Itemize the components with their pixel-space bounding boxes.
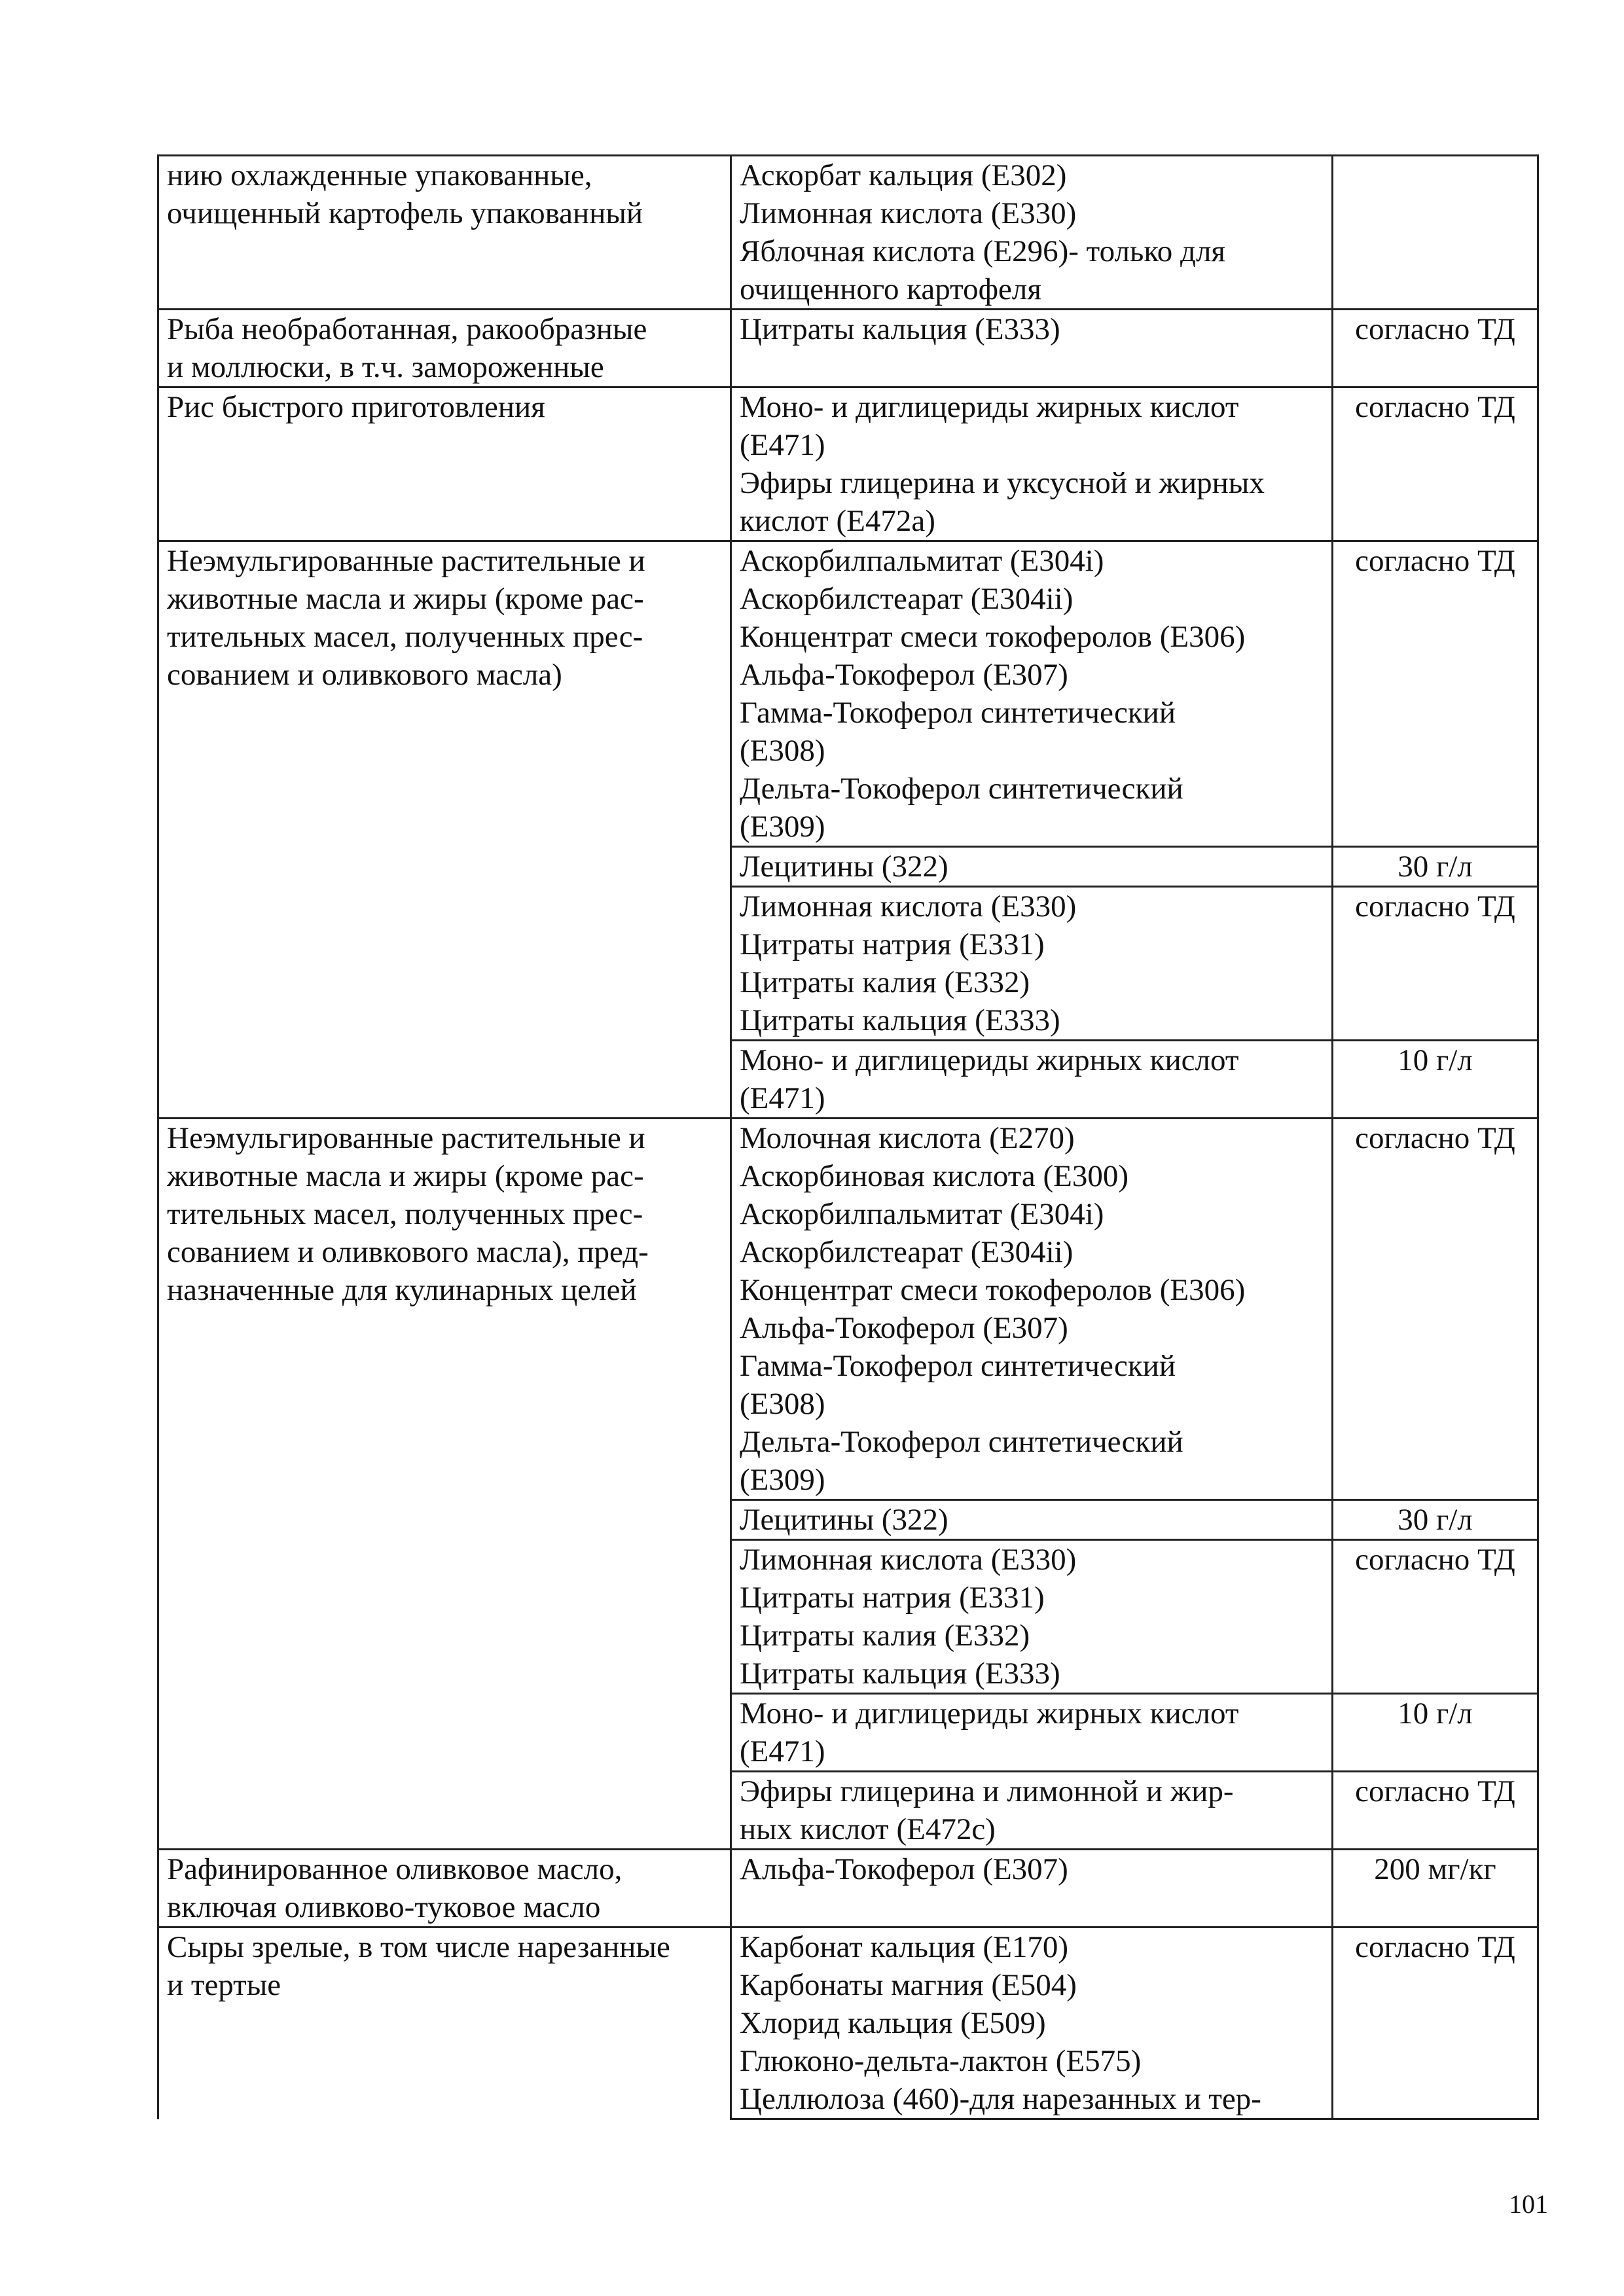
additive-line: (E471)	[740, 1081, 825, 1115]
additive-line: Гамма-Токоферол синтетический	[740, 696, 1176, 730]
additive-line: Яблочная кислота (E296)- только для	[740, 234, 1226, 268]
limit-value: согласно ТД	[1355, 1774, 1515, 1808]
product-line: и моллюски, в т.ч. замороженные	[167, 350, 604, 384]
limit-value: 200 мг/кг	[1374, 1852, 1496, 1886]
limit-cell	[1333, 1119, 1538, 1500]
product-line: назначенные для кулинарных целей	[167, 1273, 637, 1307]
product-cell	[158, 541, 731, 1119]
limit-value: согласно ТД	[1355, 1543, 1515, 1577]
limit-value: 10 г/л	[1398, 1043, 1473, 1077]
limit-value: 30 г/л	[1398, 1503, 1473, 1537]
additive-line: Карбонаты магния (E504)	[740, 1968, 1077, 2002]
additive-line: Аскорбилстеарат (E304ii)	[740, 1235, 1074, 1269]
additive-cell	[731, 1928, 1333, 2119]
product-line: сованием и оливкового масла)	[167, 658, 562, 692]
additive-line: (E309)	[740, 1463, 825, 1497]
product-line: и тертые	[167, 1968, 281, 2002]
product-cell	[158, 310, 731, 387]
product-cell	[158, 156, 731, 310]
additive-line: Цитраты кальция (E333)	[740, 1657, 1060, 1691]
limit-value: согласно ТД	[1355, 889, 1515, 924]
product-line: Рафинированное оливковое масло,	[167, 1852, 623, 1886]
limit-value: согласно ТД	[1355, 544, 1515, 578]
additive-line: Аскорбилпальмитат (E304i)	[740, 544, 1104, 578]
additive-cell	[731, 1772, 1333, 1850]
table-row	[158, 1119, 1538, 1500]
additive-line: Хлорид кальция (E509)	[740, 2006, 1046, 2040]
additive-line: (E471)	[740, 1734, 825, 1768]
additive-line: (E308)	[740, 734, 825, 768]
additive-line: Альфа-Токоферол (E307)	[740, 658, 1068, 692]
additive-line: Аскорбат кальция (E302)	[740, 158, 1067, 192]
additive-cell	[731, 541, 1333, 847]
product-line: животные масла и жиры (кроме рас-	[167, 1159, 644, 1193]
additive-line: Альфа-Токоферол (E307)	[740, 1852, 1068, 1886]
additive-line: Молочная кислота (E270)	[740, 1121, 1075, 1155]
product-line: Неэмульгированные растительные и	[167, 544, 645, 578]
product-line: тительных масел, полученных прес-	[167, 620, 643, 654]
additive-line: Цитраты калия (E332)	[740, 1619, 1030, 1653]
page-number: 101	[1509, 2189, 1548, 2219]
additive-line: кислот (E472a)	[740, 504, 935, 538]
additive-line: (E309)	[740, 810, 825, 844]
limit-cell	[1333, 847, 1538, 887]
additive-line: Дельта-Токоферол синтетический	[740, 1425, 1183, 1459]
additive-cell	[731, 1119, 1333, 1500]
limit-cell	[1333, 1540, 1538, 1694]
additive-line: Моно- и диглицериды жирных кислот	[740, 1043, 1239, 1077]
limit-value: согласно ТД	[1355, 1121, 1515, 1155]
additive-line: Лецитины (322)	[740, 850, 948, 884]
additive-line: Цитраты кальция (E333)	[740, 312, 1060, 346]
additive-line: Концентрат смеси токоферолов (E306)	[740, 1273, 1246, 1307]
additive-cell	[731, 387, 1333, 541]
additive-line: ных кислот (E472c)	[740, 1812, 996, 1846]
limit-cell	[1333, 1850, 1538, 1928]
additive-line: Целлюлоза (460)-для нарезанных и тер-	[740, 2082, 1261, 2116]
additive-line: Цитраты кальция (E333)	[740, 1003, 1060, 1037]
product-line: Рыба необработанная, ракообразные	[167, 312, 647, 346]
limit-cell	[1333, 1928, 1538, 2119]
additive-cell	[731, 1694, 1333, 1772]
additive-line: Моно- и диглицериды жирных кислот	[740, 390, 1239, 424]
table-body	[158, 156, 1538, 2119]
additive-line: Цитраты калия (E332)	[740, 965, 1030, 999]
additive-line: Лимонная кислота (E330)	[740, 196, 1077, 230]
limit-cell	[1333, 310, 1538, 387]
additive-cell	[731, 1041, 1333, 1119]
product-cell	[158, 387, 731, 541]
additive-cell	[731, 156, 1333, 310]
table-row	[158, 156, 1538, 310]
product-cell	[158, 1850, 731, 1928]
additive-line: Лимонная кислота (E330)	[740, 889, 1077, 924]
limit-value: 30 г/л	[1398, 850, 1473, 884]
limit-cell	[1333, 541, 1538, 847]
limit-cell	[1333, 156, 1538, 310]
product-cell	[158, 1119, 731, 1850]
limit-value: согласно ТД	[1355, 390, 1515, 424]
additive-cell	[731, 310, 1333, 387]
limit-cell	[1333, 387, 1538, 541]
additive-line: Моно- и диглицериды жирных кислот	[740, 1696, 1239, 1731]
product-line: Неэмульгированные растительные и	[167, 1121, 645, 1155]
product-line: нию охлажденные упакованные,	[167, 158, 592, 192]
additive-cell	[731, 1850, 1333, 1928]
additive-line: Эфиры глицерина и лимонной и жир-	[740, 1774, 1234, 1808]
additive-line: Карбонат кальция (E170)	[740, 1930, 1069, 1964]
table-row	[158, 310, 1538, 387]
additive-line: Цитраты натрия (E331)	[740, 927, 1045, 961]
limit-value: согласно ТД	[1355, 1930, 1515, 1964]
additive-line: Гамма-Токоферол синтетический	[740, 1349, 1176, 1383]
limit-cell	[1333, 1041, 1538, 1119]
product-line: очищенный картофель упакованный	[167, 196, 643, 230]
additive-line: Аскорбилпальмитат (E304i)	[740, 1197, 1104, 1231]
additive-cell	[731, 887, 1333, 1041]
product-cell	[158, 1928, 731, 2119]
limit-cell	[1333, 1500, 1538, 1540]
additive-line: Концентрат смеси токоферолов (E306)	[740, 620, 1246, 654]
product-line: сованием и оливкового масла), пред-	[167, 1235, 649, 1269]
product-line: включая оливково-туковое масло	[167, 1890, 601, 1924]
additive-line: Цитраты натрия (E331)	[740, 1581, 1045, 1615]
limit-cell	[1333, 887, 1538, 1041]
additive-line: Эфиры глицерина и уксусной и жирных	[740, 466, 1265, 500]
additive-line: Дельта-Токоферол синтетический	[740, 772, 1183, 806]
additive-line: Аскорбилстеарат (E304ii)	[740, 582, 1074, 616]
additive-cell	[731, 847, 1333, 887]
limit-cell	[1333, 1694, 1538, 1772]
additives-table	[157, 154, 1539, 2120]
product-line: Рис быстрого приготовления	[167, 390, 545, 424]
table-row	[158, 1928, 1538, 2119]
table-row	[158, 541, 1538, 847]
additive-line: Глюконо-дельта-лактон (E575)	[740, 2044, 1142, 2078]
additive-line: Лимонная кислота (E330)	[740, 1543, 1077, 1577]
product-line: Сыры зрелые, в том числе нарезанные	[167, 1930, 670, 1964]
limit-value: согласно ТД	[1355, 312, 1515, 346]
additive-line: (E308)	[740, 1387, 825, 1421]
additive-line: (E471)	[740, 428, 825, 462]
product-line: тительных масел, полученных прес-	[167, 1197, 643, 1231]
limit-cell	[1333, 1772, 1538, 1850]
limit-value: 10 г/л	[1398, 1696, 1473, 1731]
table-row	[158, 387, 1538, 541]
additive-line: очищенного картофеля	[740, 272, 1041, 306]
additive-line: Аскорбиновая кислота (E300)	[740, 1159, 1129, 1193]
table-row	[158, 1850, 1538, 1928]
product-line: животные масла и жиры (кроме рас-	[167, 582, 644, 616]
additive-line: Альфа-Токоферол (E307)	[740, 1311, 1068, 1345]
additive-line: Лецитины (322)	[740, 1503, 948, 1537]
additive-cell	[731, 1540, 1333, 1694]
additive-cell	[731, 1500, 1333, 1540]
